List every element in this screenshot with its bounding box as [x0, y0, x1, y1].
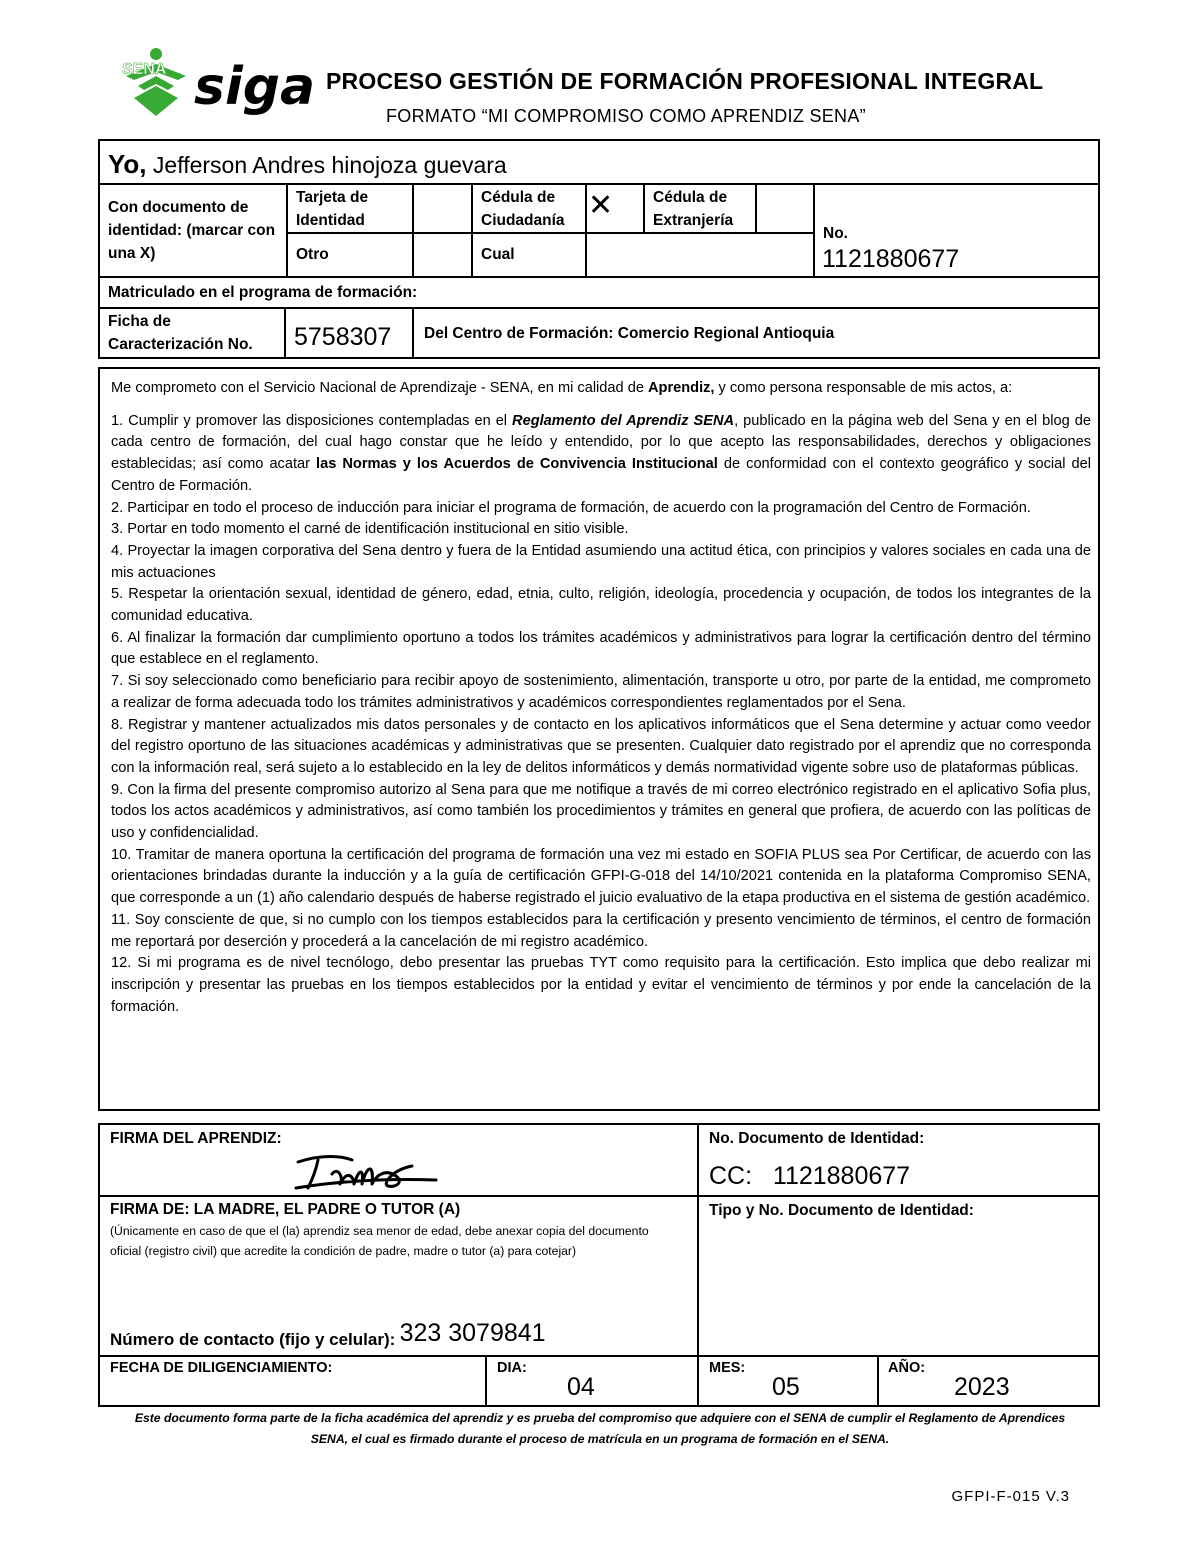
contacto-value: 323 3079841	[399, 1319, 546, 1347]
apprentice-name: Jefferson Andres hinojoza guevara	[152, 152, 507, 178]
commitment-item-8: 8. Registrar y mantener actualizados mis datos personales y de contacto en los aplicativos informáticos que el Sena determine y actuar como veedor del registro oportuno de las situaciones académicas y administrativas que se presenten. Cualquier dato registrado por el aprendiz que no corresponda con la información real, será sujeto a lo establecido en la ley de delitos informáticos y demás normatividad vigente sobre uso de plataformas públicas.	[111, 716, 1091, 776]
logo-siga-text: siga	[194, 57, 316, 117]
ficha-number: 5758307	[294, 323, 392, 351]
yo-label: Yo,	[108, 149, 147, 179]
doc-type-label: Con documento de identidad: (marcar con una X)	[108, 199, 276, 262]
fecha-label: FECHA DE DILIGENCIAMIENTO:	[110, 1360, 333, 1376]
doc-identidad-value: CC: 1121880677	[709, 1162, 911, 1190]
tarjeta-label: Tarjeta de Identidad	[296, 189, 369, 229]
ficha-label: Ficha de Caracterización No.	[108, 313, 253, 353]
page-subtitle: FORMATO “MI COMPROMISO COMO APRENDIZ SENA”	[386, 106, 866, 126]
matriculado-label: Matriculado en el programa de formación:	[108, 284, 418, 301]
anio-value: 2023	[954, 1373, 1010, 1401]
sena-siga-logo	[118, 46, 318, 126]
commitment-item-2: 2. Participar en todo el proceso de inducción para iniciar el programa de formación, de acuerdo con la programación del Centro de Formación.	[111, 499, 1031, 516]
apprentice-signature	[292, 1148, 440, 1194]
centro-formacion-label: Del Centro de Formación: Comercio Regional Antioquia	[424, 325, 835, 342]
commitment-item-5: 5. Respetar la orientación sexual, identidad de género, edad, etnia, culto, religión, ideología, procedencia y ocupación, de todos los integrantes de la comunidad educativa.	[111, 586, 1091, 625]
name-line	[108, 148, 507, 181]
dia-value: 04	[567, 1373, 595, 1401]
commitment-text	[111, 378, 1091, 1018]
contacto-label: Número de contacto (fijo y celular):	[110, 1330, 396, 1349]
cedula-checkmark: ✕	[588, 189, 614, 222]
commitment-item-9: 9. Con la firma del presente compromiso autorizo al Sena para que me notifique a través de mi correo electrónico registrado en el aplicativo Sofia plus, todos los actos académicos y administrativos, así como también los procedimientos y trámites en general que profiera, de acuerdo con las políticas de uso y confidencialidad.	[111, 781, 1091, 842]
document-number: 1121880677	[822, 245, 960, 273]
no-label: No.	[823, 225, 848, 242]
commitment-item-1: 1. Cumplir y promover las disposiciones contempladas en el Reglamento del Aprendiz SENA, publicado en la página web del Sena y en el blog de cada centro de formación, del cual hago constar que he leído y entendido, por lo que acepto las responsabilidades, derechos y obligaciones establecidas; así como acatar las Normas y los Acuerdos de Convivencia Institucional de conformidad con el contexto geográfico y social del Centro de Formación.	[111, 412, 1091, 494]
commitment-intro: Me comprometo con el Servicio Nacional de Aprendizaje - SENA, en mi calidad de Aprendiz, y como persona responsable de mis actos, a:	[111, 380, 1013, 396]
doc-identidad-label: No. Documento de Identidad:	[709, 1130, 925, 1147]
otro-label: Otro	[296, 246, 329, 263]
firma-tutor-label: FIRMA DE: LA MADRE, EL PADRE O TUTOR (A)	[110, 1201, 461, 1218]
anio-label: AÑO:	[888, 1360, 926, 1376]
commitment-item-3: 3. Portar en todo momento el carné de identificación institucional en sitio visible.	[111, 521, 629, 538]
commitment-item-12: 12. Si mi programa es de nivel tecnólogo, debo presentar las pruebas TYT como requisito para la certificación. Esto implica que debo realizar mi inscripción y presentar las pruebas en los tiempos establecidos por la entidad y evitar el vencimiento de términos y por ende la cancelación de la formación.	[111, 955, 1091, 1015]
firma-tutor-note: (Únicamente en caso de que el (la) aprendiz sea menor de edad, debe anexar copia del documento oficial (registro civil) que acredite la condición de padre, madre o tutor (a) para cotejar)	[110, 1224, 649, 1258]
cual-label: Cual	[481, 246, 515, 263]
commitment-item-10: 10. Tramitar de manera oportuna la certificación del programa de formación una vez mi estado en SOFIA PLUS sea Por Certificar, de acuerdo con las orientaciones brindadas durante la inducción y a la guía de certificación GFPI-G-018 del 14/10/2021 contenida en la plataforma Compromiso SENA, que corresponde a un (1) año calendario después de haberse registrado el juicio evaluativo de la etapa productiva en el sistema de gestión académico.	[111, 846, 1091, 907]
cedula-ciudadania-label: Cédula de Ciudadanía	[481, 189, 565, 229]
mes-value: 05	[772, 1373, 800, 1401]
mes-label: MES:	[709, 1360, 746, 1376]
firma-aprendiz-label: FIRMA DEL APRENDIZ:	[110, 1130, 282, 1147]
commitment-item-4: 4. Proyectar la imagen corporativa del Sena dentro y fuera de la Entidad asumiendo una actitud ética, con principios y valores sociales en cada una de mis actuaciones	[111, 542, 1091, 581]
cedula-extranjeria-label: Cédula de Extranjería	[653, 189, 734, 229]
page-title: PROCESO GESTIÓN DE FORMACIÓN PROFESIONAL INTEGRAL	[326, 68, 1044, 94]
tipo-doc-label: Tipo y No. Documento de Identidad:	[709, 1202, 974, 1219]
form-code: GFPI-F-015 V.3	[951, 1488, 1070, 1505]
logo-sena-text: SENA	[122, 61, 167, 78]
commitment-item-7: 7. Si soy seleccionado como beneficiario para recibir apoyo de sostenimiento, alimentación, transporte u otro, por parte de la entidad, me comprometo a realizar de forma adecuada todo los trámites administrativos y académicos correspondientes reglamentados por el Sena.	[111, 673, 1091, 711]
commitment-item-6: 6. Al finalizar la formación dar cumplimiento oportuno a todos los trámites académicos y administrativos para lograr la certificación dentro del término que establece en el reglamento.	[111, 629, 1091, 668]
footer-note: Este documento forma parte de la ficha académica del aprendiz y es prueba del compromiso que adquiere con el SENA de cumplir el Reglamento de Aprendices SENA, el cual es firmado durante el proceso de matrícula en un programa de formación en el SENA.	[134, 1411, 1066, 1446]
contacto-line	[110, 1319, 546, 1349]
dia-label: DIA:	[497, 1360, 527, 1376]
commitment-item-11: 11. Soy consciente de que, si no cumplo con los tiempos establecidos para la certificación y presento vencimiento de términos, el centro de formación me reportará por deserción y procederá a la cancelación de mi registro académico.	[111, 911, 1091, 950]
